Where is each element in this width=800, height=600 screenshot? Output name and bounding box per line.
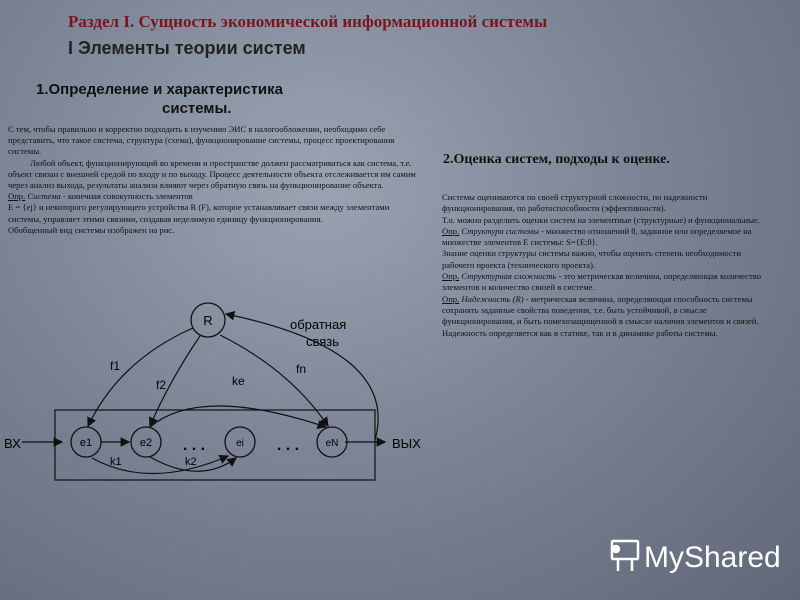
paragraph-definition-complexity <box>442 271 772 294</box>
paragraph-reliability-static: Надежность определяется как в статике, так и в динамике работы системы. <box>442 327 718 338</box>
label-k1: k1 <box>110 456 122 468</box>
node-en <box>317 427 347 457</box>
definition-term: Структурная сложность <box>461 271 557 282</box>
definition-rest: - это метрическая величина, определяющая количество элементов и количество связей в системе. <box>442 271 762 293</box>
definition-term: Надежность (R) <box>461 293 524 304</box>
paragraph-structure-importance: Знание оценки структуры системы важно, чтобы оценить степень необходимости рабочего проекта (технического проекта). <box>442 248 742 270</box>
definition-label: Опр. <box>442 271 460 282</box>
paragraph-intro: С тем, чтобы правильно и корректно подходить к изучению ЭИС в налогообложении, необходимо себе представить, что такое система, структура (схема), функционирование системы, процесс проектирования системы. <box>8 124 395 157</box>
paragraph-figure-ref: Обобщенный вид системы изображен на рис. <box>8 224 175 235</box>
paragraph-definition-reliability <box>442 294 772 328</box>
dots-right: . . . <box>276 437 300 454</box>
feedback-label-line2: связь <box>306 334 340 349</box>
assessment-text <box>442 192 772 339</box>
heading-assessment: 2.Оценка систем, подходы к оценке. <box>443 152 670 167</box>
link-ke <box>150 406 326 427</box>
presenter-icon <box>612 541 638 571</box>
link-f1 <box>88 328 193 426</box>
heading-definition-line1: 1.Определение и характеристика <box>36 81 283 98</box>
subsection-title: I Элементы теории систем <box>68 38 306 58</box>
paragraph-elements: E = {ej} и некоторого регулирующего устройства R (F), которое устанавливает связи между элементами системы, управляет этими связями, создавая неделимую единицу функционирования. <box>8 202 390 224</box>
label-ke: ke <box>232 374 245 388</box>
regulator-node <box>191 303 225 337</box>
output-label: ВЫХ <box>392 436 421 451</box>
definition-term: Система <box>27 191 61 202</box>
definition-rest: - множество отношений θ, заданное или определяемое на множестве элементов E системы: S={E;θ}. <box>442 225 752 248</box>
watermark-text: MyShared <box>644 541 781 574</box>
paragraph-assessment-types: Т.о. можно разделить оценки систем на элементные (структурные) и функциональные. <box>442 214 760 225</box>
definition-rest: - конечная совокупность элементов <box>60 191 193 202</box>
paragraph-definition-structure <box>442 226 772 249</box>
definition-term: Структура системы <box>461 225 539 236</box>
node-e2-label: e2 <box>139 437 153 449</box>
definition-label: Опр. <box>442 293 460 304</box>
node-ei <box>225 427 255 457</box>
input-label: ВХ <box>4 436 21 451</box>
heading-definition-line2: системы. <box>162 100 232 117</box>
definition-text <box>8 124 420 236</box>
node-e1-label: e1 <box>79 437 93 449</box>
label-k2: k2 <box>185 456 197 468</box>
node-e1 <box>71 427 101 457</box>
system-diagram <box>0 290 440 490</box>
paragraph-object: Любой объект, функционирующий во времени и пространстве должен рассматриваться как система, т.е. объект связан с внешней средой по входу и по выходу. Процесс деятельности объекта отслеживается им самим через анализ выхода, результаты анализа влияют через обратную связь на функционирование объекта. <box>8 157 416 191</box>
definition-rest: - метрическая величина, определяющая способность системы сохранять заданные свойства поведения, т.е. быть устойчивой, в смысле функционирования, и быть помехозащищенной в смысле наличия элементов и связей. <box>442 293 759 327</box>
regulator-label: R <box>203 313 213 328</box>
node-ei-label: ei <box>236 438 244 449</box>
label-fn: fn <box>296 362 307 376</box>
node-en-label: eN <box>325 438 339 449</box>
section-title: Раздел I. Сущность экономической информационной системы <box>68 12 548 31</box>
paragraph-assessment-intro: Системы оцениваются по своей структурной сложности, по надежности функционирования, по работоспособности (эффективности). <box>442 192 708 214</box>
myshared-watermark <box>608 535 783 577</box>
definition-label: Опр. <box>442 225 460 236</box>
label-f2: f2 <box>156 378 167 392</box>
paragraph-definition-system <box>8 191 420 202</box>
feedback-label-line1: обратная <box>290 317 347 332</box>
feedback-link <box>226 314 378 440</box>
label-f1: f1 <box>110 359 121 373</box>
heading-definition <box>36 80 366 118</box>
dots-left: . . . <box>182 437 206 454</box>
node-e2 <box>131 427 161 457</box>
definition-label: Опр. <box>8 191 26 202</box>
